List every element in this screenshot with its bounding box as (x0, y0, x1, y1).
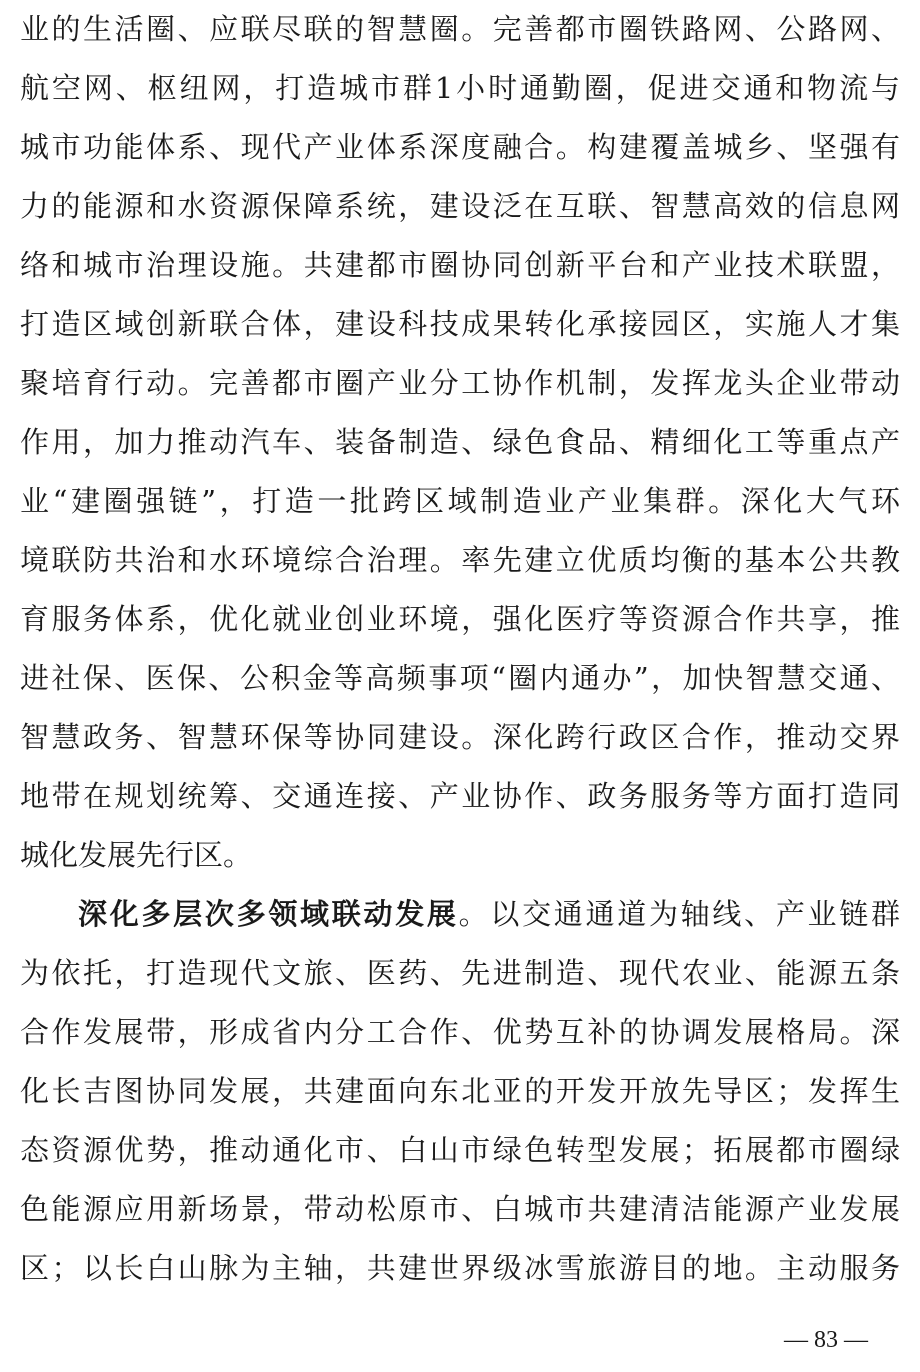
text-line: 地带在规划统筹、交通连接、产业协作、政务服务等方面打造同 (20, 779, 900, 813)
page-number: — 83 — (784, 1327, 868, 1353)
paragraph-first-line (20, 885, 900, 944)
paragraph-2 (20, 885, 900, 1298)
text-line: 打造区域创新联合体，建设科技成果转化承接园区，实施人才集 (20, 307, 900, 341)
text-line: 育服务体系，优化就业创业环境，强化医疗等资源合作共享，推 (20, 602, 900, 636)
text-line: 色能源应用新场景，带动松原市、白城市共建清洁能源产业发展 (20, 1192, 900, 1226)
text-line: 聚培育行动。完善都市圈产业分工协作机制，发挥龙头企业带动 (20, 366, 900, 400)
text-line: 城市功能体系、现代产业体系深度融合。构建覆盖城乡、坚强有 (20, 130, 900, 164)
text-line: 境联防共治和水环境综合治理。率先建立优质均衡的基本公共教 (20, 543, 900, 577)
text-run: 。以交通通道为轴线、产业链群 (458, 897, 900, 931)
text-line: 络和城市治理设施。共建都市圈协同创新平台和产业技术联盟， (20, 248, 900, 282)
text-line: 力的能源和水资源保障系统，建设泛在互联、智慧高效的信息网 (20, 189, 900, 223)
text-line: 区；以长白山脉为主轴，共建世界级冰雪旅游目的地。主动服务 (20, 1251, 900, 1285)
text-line: 态资源优势，推动通化市、白山市绿色转型发展；拓展都市圈绿 (20, 1133, 900, 1167)
text-line: 城化发展先行区。 (20, 838, 253, 872)
paragraph-1 (20, 0, 900, 885)
document-page (20, 0, 900, 1298)
text-line: 业“建圈强链”，打造一批跨区域制造业产业集群。深化大气环 (20, 484, 900, 518)
text-line: 作用，加力推动汽车、装备制造、绿色食品、精细化工等重点产 (20, 425, 900, 459)
text-line: 合作发展带，形成省内分工合作、优势互补的协调发展格局。深 (20, 1015, 900, 1049)
text-line: 业的生活圈、应联尽联的智慧圈。完善都市圈铁路网、公路网、 (20, 12, 900, 46)
text-line: 化长吉图协同发展，共建面向东北亚的开发开放先导区；发挥生 (20, 1074, 900, 1108)
text-line: 为依托，打造现代文旅、医药、先进制造、现代农业、能源五条 (20, 956, 900, 990)
text-line: 航空网、枢纽网，打造城市群1小时通勤圈，促进交通和物流与 (20, 71, 900, 105)
text-line: 智慧政务、智慧环保等协同建设。深化跨行政区合作，推动交界 (20, 720, 900, 754)
paragraph-heading: 深化多层次多领域联动发展 (78, 897, 459, 931)
text-line: 进社保、医保、公积金等高频事项“圈内通办”，加快智慧交通、 (20, 661, 900, 695)
